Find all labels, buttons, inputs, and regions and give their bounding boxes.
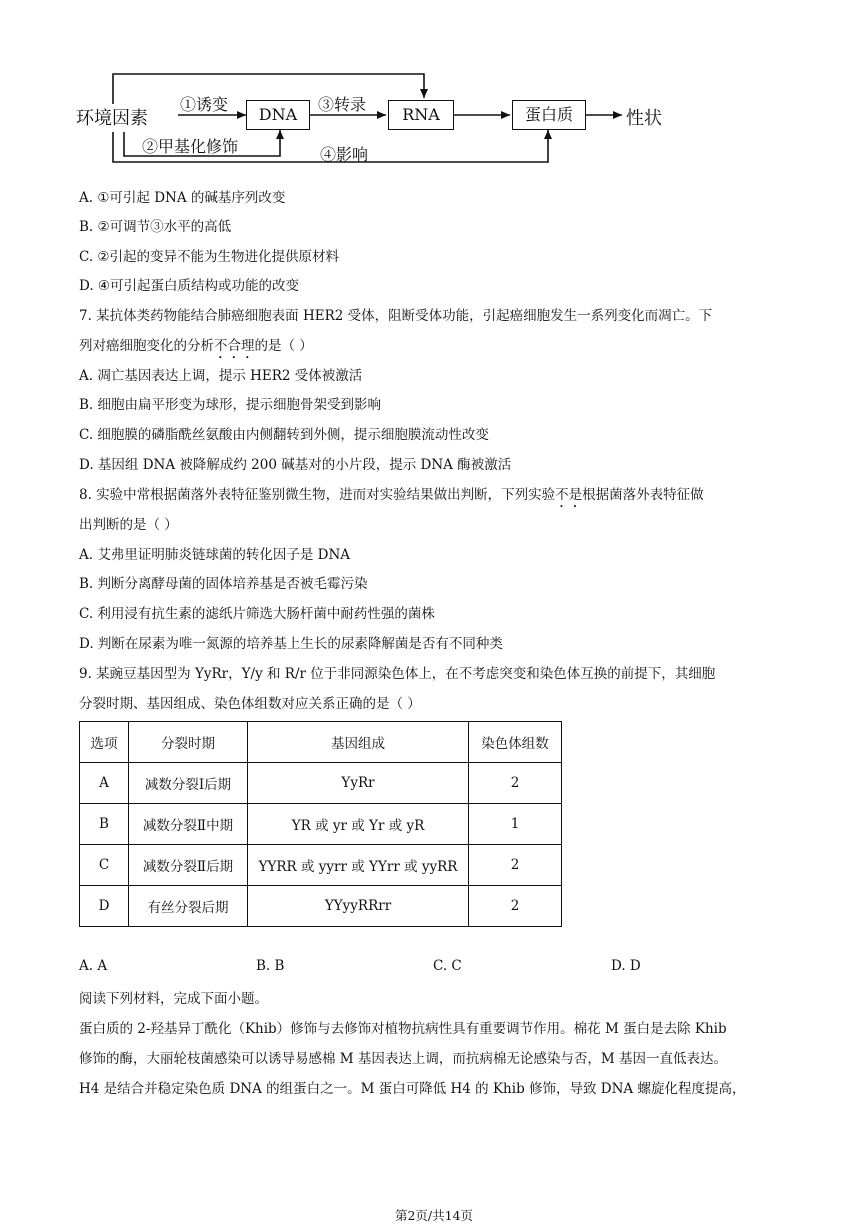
table-cell: YyRr: [248, 763, 469, 804]
table-cell: A: [80, 763, 129, 804]
table-cell: 减数分裂Ⅱ后期: [129, 845, 248, 886]
q7-option-b: B. 细胞由扁平形变为球形，提示细胞骨架受到影响: [79, 397, 382, 413]
table-row: [80, 804, 562, 845]
q8-option-d: D. 判断在尿素为唯一氮源的培养基上生长的尿素降解菌是否有不同种类: [79, 636, 503, 652]
q8-option-b: B. 判断分离酵母菌的固体培养基是否被毛霉污染: [79, 576, 368, 592]
table-cell: C: [80, 845, 129, 886]
table-row: [80, 763, 562, 804]
env-factor-label: 环境因素: [76, 108, 148, 129]
reading-line-3: H4 是结合并稳定染色质 DNA 的组蛋白之一。M 蛋白可降低 H4 的 Khib 修饰，导致 DNA 螺旋化程度提高，: [79, 1081, 746, 1097]
q7-stem-post: 的是（ ）: [254, 338, 313, 354]
q8-option-a: A. 艾弗里证明肺炎链球菌的转化因子是 DNA: [79, 547, 351, 563]
table-cell: 有丝分裂后期: [129, 886, 248, 927]
q7-stem-pre: 列对癌细胞变化的分析: [79, 338, 214, 354]
table-cell: D: [80, 886, 129, 927]
table-cell: YR 或 yr 或 Yr 或 yR: [248, 804, 469, 845]
table-header-cell: 分裂时期: [129, 722, 248, 763]
table-cell: 2: [469, 763, 562, 804]
q7-option-c: C. 细胞膜的磷脂酰丝氨酸由内侧翻转到外侧，提示细胞膜流动性改变: [79, 427, 489, 443]
q8-stem-line1: [79, 483, 704, 511]
q7-option-d: D. 基因组 DNA 被降解成约 200 碱基对的小片段，提示 DNA 酶被激活: [79, 457, 512, 473]
q9-stem-line1: 9. 某豌豆基因型为 YyRr，Y/y 和 R/r 位于非同源染色体上，在不考虑突变和染色体互换的前提下，其细胞: [79, 666, 716, 682]
genotype-table: [79, 721, 562, 927]
rna-box: RNA: [388, 100, 454, 130]
table-cell: B: [80, 804, 129, 845]
q7-emphasis: 不合理: [214, 338, 255, 354]
q6-option-b: B. ②可调节③水平的高低: [79, 219, 232, 235]
table-cell: 2: [469, 886, 562, 927]
table-row: [80, 845, 562, 886]
table-header-cell: 基因组成: [248, 722, 469, 763]
q6-option-c: C. ②引起的变异不能为生物进化提供原材料: [79, 249, 340, 265]
trait-label: 性状: [626, 108, 662, 129]
q9-answer-b: B. B: [256, 958, 285, 974]
table-header-cell: 选项: [80, 722, 129, 763]
table-header-row: [80, 722, 562, 763]
q9-stem-line2: 分裂时期、基因组成、染色体组数对应关系正确的是（ ）: [79, 696, 421, 712]
q9-answer-d: D. D: [611, 958, 641, 974]
transcription-label: ③转录: [318, 95, 367, 114]
q6-option-d: D. ④可引起蛋白质结构或功能的改变: [79, 278, 300, 294]
reading-line-1: 蛋白质的 2-羟基异丁酰化（Khib）修饰与去修饰对植物抗病性具有重要调节作用。棉花 M 蛋白是去除 Khib: [79, 1021, 727, 1037]
reading-line-2: 修饰的酶，大丽轮枝菌感染可以诱导易感棉 M 基因表达上调，而抗病棉无论感染与否，M 基因一直低表达。: [79, 1051, 728, 1067]
table-row: [80, 886, 562, 927]
q7-stem-line1: 7. 某抗体类药物能结合肺癌细胞表面 HER2 受体，阻断受体功能，引起癌细胞发生一系列变化而凋亡。下: [79, 308, 713, 324]
q8-stem-line2: 出判断的是（ ）: [79, 517, 178, 533]
table-cell: 2: [469, 845, 562, 886]
q7-option-a: A. 凋亡基因表达上调，提示 HER2 受体被激活: [79, 368, 363, 384]
q8-stem-post: 根据菌落外表特征做: [582, 487, 704, 503]
table-cell: 减数分裂Ⅱ中期: [129, 804, 248, 845]
page-number: 第2页/共14页: [394, 1208, 474, 1223]
table-cell: YYyyRRrr: [248, 886, 469, 927]
mutation-label: ①诱变: [180, 95, 229, 114]
dna-box: DNA: [246, 100, 310, 130]
table-header-cell: 染色体组数: [469, 722, 562, 763]
q6-option-a: A. ①可引起 DNA 的碱基序列改变: [79, 190, 286, 206]
q8-option-c: C. 利用浸有抗生素的滤纸片筛选大肠杆菌中耐药性强的菌株: [79, 606, 435, 622]
methylation-label: ②甲基化修饰: [142, 137, 239, 156]
q8-stem-pre: 8. 实验中常根据菌落外表特征鉴别微生物，进而对实验结果做出判断，下列实验: [79, 487, 556, 503]
q8-emphasis: 不是: [555, 487, 583, 503]
table-cell: 1: [469, 804, 562, 845]
q7-stem-line2: [79, 334, 313, 362]
pathway-diagram: [70, 62, 710, 174]
q9-answer-c: C. C: [433, 958, 462, 974]
q9-answer-a: A. A: [79, 958, 108, 974]
table-cell: 减数分裂Ⅰ后期: [129, 763, 248, 804]
table-cell: YYRR 或 yyrr 或 YYrr 或 yyRR: [248, 845, 469, 886]
reading-intro: 阅读下列材料，完成下面小题。: [79, 991, 268, 1007]
influence-label: ④影响: [320, 145, 369, 164]
protein-box: 蛋白质: [512, 100, 586, 130]
